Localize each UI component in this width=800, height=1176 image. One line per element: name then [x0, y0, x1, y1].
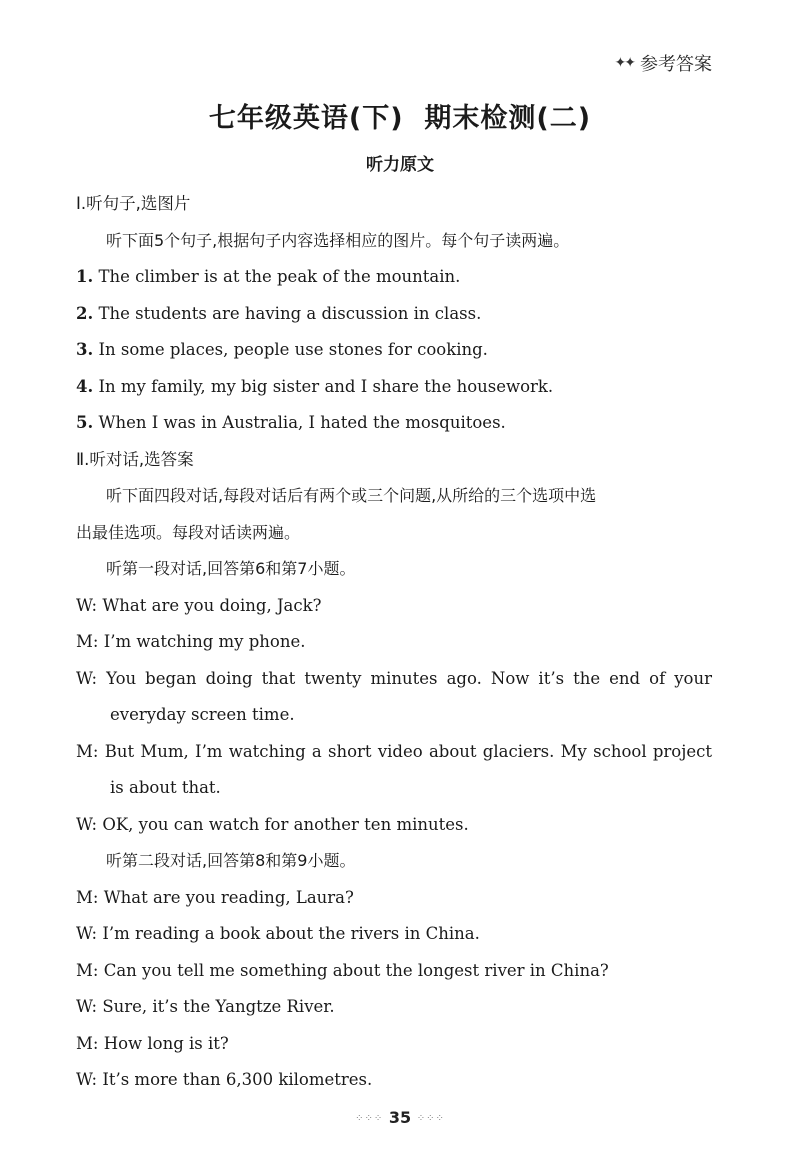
dialogue-line: M: What are you reading, Laura? — [76, 887, 354, 907]
dialogue-line: M: I’m watching my phone. — [76, 632, 306, 651]
answer-key-label: 参考答案 — [640, 54, 712, 75]
dialogue-line: W: Sure, it’s the Yangtze River. — [76, 997, 335, 1016]
dialogue-line: M: How long is it? — [76, 1033, 229, 1053]
item-text: In my family, my big sister and I share the housework. — [93, 376, 554, 396]
item-number: 3. — [76, 340, 94, 359]
sentence-item — [76, 369, 712, 406]
sentence-item — [76, 259, 712, 296]
dots-decoration-right: ⁘⁘⁘ — [416, 1113, 445, 1124]
item-text: In some places, people use stones for cooking. — [93, 340, 488, 359]
dialogue-line: W: OK, you can watch for another ten minutes. — [76, 814, 469, 834]
section-1-instruction: 听下面5个句子,根据句子内容选择相应的图片。每个句子读两遍。 — [106, 230, 570, 250]
document-body — [76, 186, 712, 1099]
item-text: When I was in Australia, I hated the mosquitoes. — [93, 413, 506, 432]
dialogue-line: W: It’s more than 6,300 kilometres. — [76, 1070, 373, 1089]
sentence-item — [76, 405, 712, 442]
dialogue-line: W: What are you doing, Jack? — [76, 595, 322, 615]
section-2-instruction-line-1: 听下面四段对话,每段对话后有两个或三个问题,从所给的三个选项中选 — [106, 486, 597, 505]
sparkle-icon: ✦✦ — [614, 55, 634, 71]
item-number: 4. — [76, 376, 94, 396]
item-number: 5. — [76, 413, 94, 432]
dialogue-line: M: But Mum, I’m watching a short video about glaciers. My school project — [76, 741, 712, 761]
item-number: 2. — [76, 303, 94, 323]
page-number: 35 — [388, 1108, 412, 1127]
page-footer — [0, 1108, 800, 1127]
sentence-item — [76, 296, 712, 333]
sentence-item — [76, 332, 712, 369]
page-title: 七年级英语(下) 期末检测(二) — [208, 103, 592, 134]
dialogue-line: W: You began doing that twenty minutes ago. Now it’s the end of your — [76, 668, 712, 688]
dots-decoration-left: ⁘⁘⁘ — [355, 1113, 384, 1124]
page-subtitle: 听力原文 — [366, 155, 434, 175]
item-number: 1. — [76, 267, 94, 286]
dialogue-line: W: I’m reading a book about the rivers in China. — [76, 924, 480, 943]
answer-key-tag — [615, 50, 712, 76]
section-1-heading: Ⅰ.听句子,选图片 — [76, 194, 191, 213]
dialogue-1-intro: 听第一段对话,回答第6和第7小题。 — [106, 559, 356, 578]
dialogue-line-continuation: is about that. — [110, 778, 221, 797]
dialogue-line: M: Can you tell me something about the longest river in China? — [76, 960, 609, 980]
section-2-instruction-line-2: 出最佳选项。每段对话读两遍。 — [76, 522, 301, 542]
section-2-heading: Ⅱ.听对话,选答案 — [76, 449, 194, 469]
item-text: The climber is at the peak of the mountain. — [93, 267, 461, 286]
dialogue-line-continuation: everyday screen time. — [110, 705, 295, 724]
dialogue-2-intro: 听第二段对话,回答第8和第9小题。 — [106, 851, 356, 870]
item-text: The students are having a discussion in class. — [93, 303, 482, 323]
